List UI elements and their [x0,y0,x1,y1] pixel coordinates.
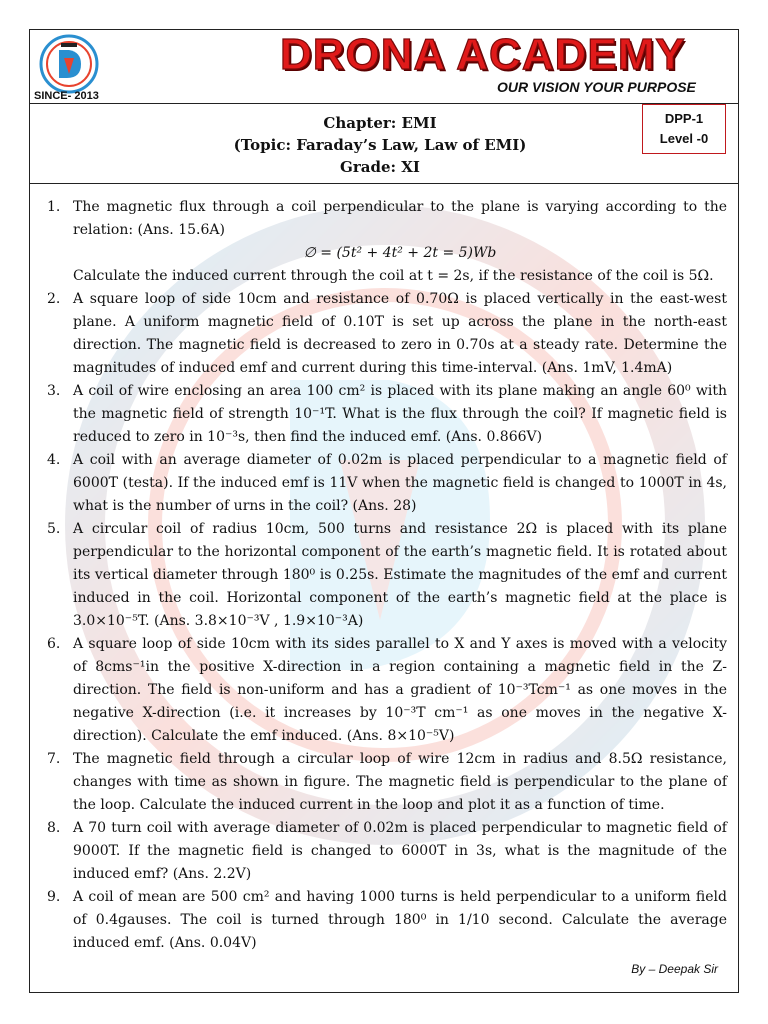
question-text: A 70 turn coil with average diameter of 0.02m is placed perpendicular to magnetic field of 9000T. If the magnetic field is changed to 6000T in 3s, what is the magnitude of the induced emf? (Ans. 2.2V) [73,820,727,882]
header-divider [29,103,739,104]
dpp-level: Level -0 [659,131,709,146]
question-item [47,518,727,633]
worksheet-heading [170,112,590,178]
question-text: The magnetic field through a circular loop of wire 12cm in radius and 8.5Ω resistance, changes with time as shown in figure. The magnetic field is perpendicular to the plane of the loop. Calculate the induced current in the loop and plot it as a function of time. [73,751,727,813]
question-item [47,380,727,449]
heading-divider [29,183,739,184]
question-item [47,748,727,817]
question-item [47,817,727,886]
dpp-badge [642,104,726,154]
question-number: 4. [47,452,61,468]
question-text: A coil with an average diameter of 0.02m is placed perpendicular to a magnetic field of 6000T (testa). If the induced emf is 11V when the magnetic field is changed to 1000T in 4s, what is the number of urns in the coil? (Ans. 28) [73,452,727,514]
brand-tagline: OUR VISION YOUR PURPOSE [497,79,696,95]
topic-title: (Topic: Faraday’s Law, Law of EMI) [233,136,527,154]
chapter-title: Chapter: EMI [323,114,437,132]
question-continuation [47,265,727,288]
author-credit: By – Deepak Sir [631,962,718,976]
flux-equation: ∅ = (5t² + 4t² + 2t = 5)Wb [303,245,497,261]
brand-title: DRONA ACADEMY [280,30,686,79]
question-text: The magnetic flux through a coil perpendicular to the plane is varying according to the relation: (Ans. 15.6A) [73,199,727,238]
dpp-title: DPP-1 [664,111,704,126]
question-text: A square loop of side 10cm with its sides parallel to X and Y axes is moved with a velocity of 8cms⁻¹in the positive X-direction in a region containing a magnetic field in the Z-direction. The field is non-uniform and has a gradient of 10⁻³Tcm⁻¹ as one moves in the negative X-direction (i.e. it increases by 10⁻³T cm⁻¹ as one moves in the negative X-direction). Calculate the emf induced. (Ans. 8×10⁻⁵V) [73,636,727,744]
question-number: 3. [47,383,61,399]
question-item [47,633,727,748]
question-number: 2. [47,291,61,307]
question-item [47,288,727,380]
question-item [47,886,727,955]
question-item [47,449,727,518]
question-text: A circular coil of radius 10cm, 500 turns and resistance 2Ω is placed with its plane perpendicular to the horizontal component of the earth’s magnetic field. It is rotated about its vertical diameter through 180⁰ is 0.25s. Estimate the magnitudes of the emf and current induced in the coil. Horizontal component of the earth’s magnetic field at the place is 3.0×10⁻⁵T. (Ans. 3.8×10⁻³V , 1.9×10⁻³A) [73,521,727,629]
question-number: 7. [47,751,61,767]
question-item [47,196,727,242]
since-label: SINCE- 2013 [34,90,99,102]
question-text: A square loop of side 10cm and resistance of 0.70Ω is placed vertically in the east-west plane. A uniform magnetic field of 0.10T is set up across the plane in the north-east direction. The magnetic field is decreased to zero in 0.70s at a steady rate. Determine the magnitudes of induced emf and current during this time-interval. (Ans. 1mV, 1.4mA) [73,291,727,376]
academy-logo [39,34,99,94]
question-text: A coil of wire enclosing an area 100 cm² is placed with its plane making an angle 60⁰ with the magnetic field of strength 10⁻¹T. What is the flux through the coil? If magnetic field is reduced to zero in 10⁻³s, then find the induced emf. (Ans. 0.866V) [73,383,727,445]
question-number: 1. [47,199,61,215]
question-text: A coil of mean are 500 cm² and having 1000 turns is held perpendicular to a uniform field of 0.4gauses. The coil is turned through 180⁰ in 1/10 second. Calculate the average induced emf. (Ans. 0.04V) [73,889,727,951]
question-list [47,196,727,955]
grade-title: Grade: XI [340,158,420,176]
question-text-continued: Calculate the induced current through the coil at t = 2s, if the resistance of the coil is 5Ω. [73,268,714,284]
question-number: 9. [47,889,61,905]
question-number: 5. [47,521,61,537]
question-number: 8. [47,820,61,836]
question-number: 6. [47,636,61,652]
